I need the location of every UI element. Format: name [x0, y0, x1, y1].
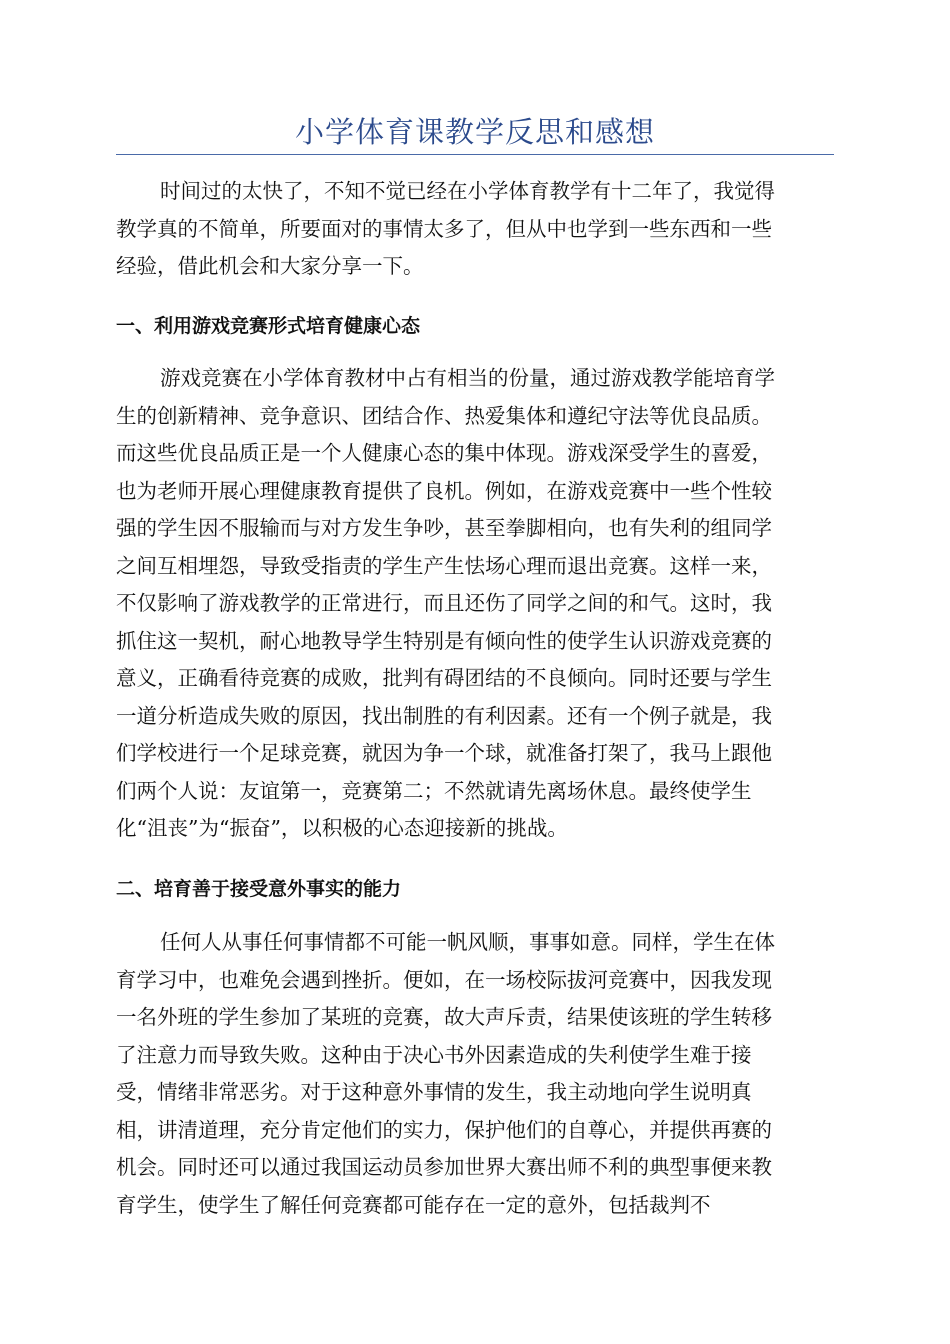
section-1-paragraph [116, 360, 834, 848]
section-2-line: 相，讲清道理，充分肯定他们的实力，保护他们的自尊心，并提供再赛的 [116, 1117, 772, 1142]
section-1-line: 强的学生因不服输而与对方发生争吵，甚至拳脚相向，也有失利的组同学 [116, 516, 772, 540]
section-1-line: 之间互相埋怨，导致受指责的学生产生怯场心理而退出竞赛。这样一来， [116, 553, 772, 578]
section-1-line: 抓住这一契机，耐心地教导学生特别是有倾向性的使学生认识游戏竞赛的 [116, 628, 772, 653]
section-1-line: 而这些优良品质正是一个人健康心态的集中体现。游戏深受学生的喜爱， [116, 441, 772, 465]
section-2-line: 了注意力而导致失败。这种由于决心书外因素造成的失利使学生难于接 [116, 1042, 752, 1067]
section-2-line: 一名外班的学生参加了某班的竞赛，故大声斥责，结果使该班的学生转移 [116, 1005, 772, 1029]
intro-line: 时间过的太快了，不知不觉已经在小学体育教学有十二年了，我觉得 [160, 179, 775, 203]
document-title: 小学体育课教学反思和感想 [294, 115, 655, 149]
section-1-line: 一道分析造成失败的原因，找出制胜的有利因素。还有一个例子就是，我 [116, 703, 772, 728]
section-heading-1: 一、利用游戏竞赛形式培育健康心态 [116, 315, 421, 337]
intro-paragraph [116, 173, 834, 286]
section-2-paragraph [116, 924, 834, 1224]
section-1-line: 们两个人说：友谊第一，竞赛第二；不然就请先离场休息。最终使学生 [116, 778, 752, 803]
section-2-line: 受，情绪非常恶劣。对于这种意外事情的发生，我主动地向学生说明真 [116, 1080, 752, 1104]
section-1-line: 不仅影响了游戏教学的正常进行，而且还伤了同学之间的和气。这时，我 [116, 591, 772, 615]
intro-line: 教学真的不简单，所要面对的事情太多了，但从中也学到一些东西和一些 [116, 216, 772, 241]
section-1-line: 游戏竞赛在小学体育教材中占有相当的份量，通过游戏教学能培育学 [160, 366, 775, 390]
section-2-line: 机会。同时还可以通过我国运动员参加世界大赛出师不利的典型事便来教 [116, 1155, 772, 1179]
section-1-line: 意义，正确看待竞赛的成败，批判有碍团结的不良倾向。同时还要与学生 [116, 666, 772, 690]
title-underline [116, 154, 834, 155]
section-2-line: 育学生，使学生了解任何竞赛都可能存在一定的意外，包括裁判不 [116, 1192, 711, 1217]
section-heading-2: 二、培育善于接受意外事实的能力 [116, 878, 402, 900]
section-1-line: 化“沮丧”为“振奋”，以积极的心态迎接新的挑战。 [116, 816, 568, 840]
section-1-line: 也为老师开展心理健康教育提供了良机。例如，在游戏竞赛中一些个性较 [116, 478, 772, 503]
section-1-line: 们学校进行一个足球竞赛，就因为争一个球，就准备打架了，我马上跟他 [116, 741, 772, 765]
section-2-line: 任何人从事任何事情都不可能一帆风顺，事事如意。同样，学生在体 [160, 930, 775, 954]
section-1-line: 生的创新精神、竞争意识、团结合作、热爱集体和遵纪守法等优良品质。 [116, 403, 772, 428]
intro-line: 经验，借此机会和大家分享一下。 [116, 254, 424, 278]
section-2-line: 育学习中，也难免会遇到挫折。便如，在一场校际拔河竞赛中，因我发现 [116, 967, 772, 992]
